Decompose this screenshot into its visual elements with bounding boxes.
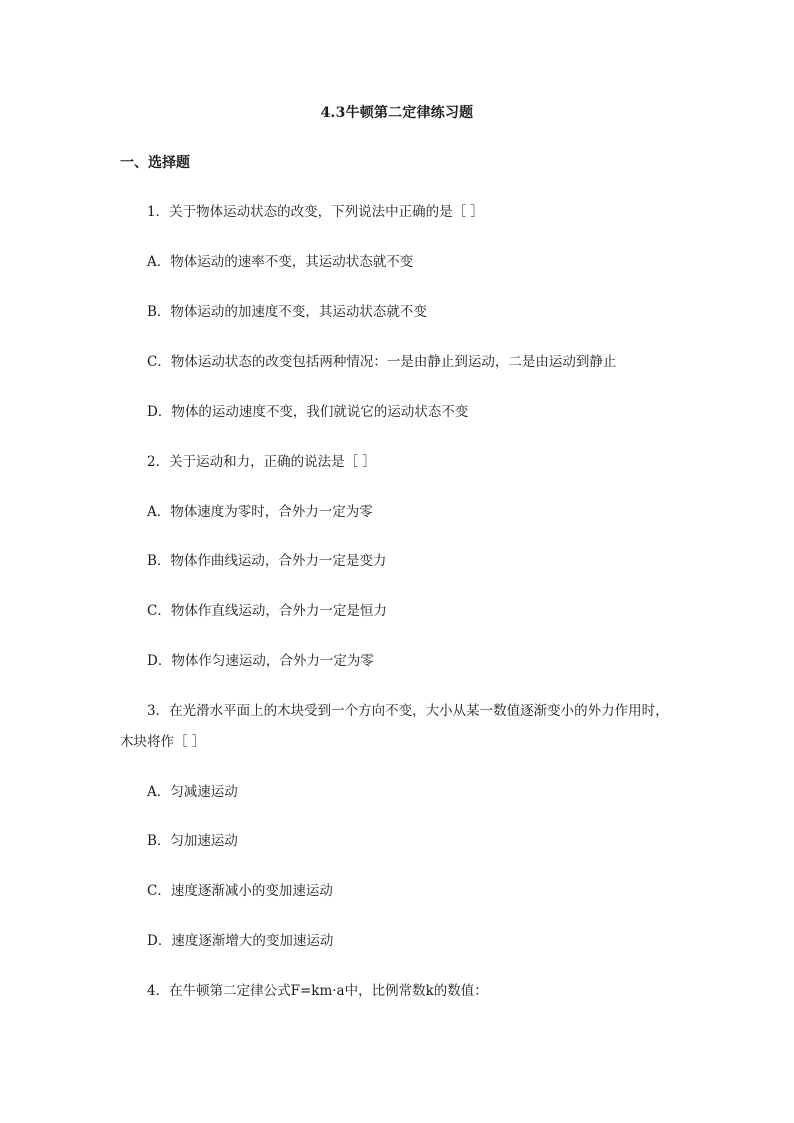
question-3-option-b: B．匀加速运动: [147, 833, 238, 849]
question-1-option-c: C．物体运动状态的改变包括两种情况：一是由静止到运动，二是由运动到静止: [147, 354, 617, 370]
question-1-option-b: B．物体运动的加速度不变，其运动状态就不变: [147, 304, 427, 320]
question-4-stem: 4．在牛顿第二定律公式F=km·a中，比例常数k的数值：: [147, 983, 488, 999]
question-3-option-a: A．匀减速运动: [147, 784, 238, 800]
question-2-option-c: C．物体作直线运动，合外力一定是恒力: [147, 603, 387, 619]
question-3-stem: 3．在光滑水平面上的木块受到一个方向不变，大小从某一数值逐渐变小的外力作用时，: [147, 703, 669, 719]
question-3-option-d: D．速度逐渐增大的变加速运动: [147, 933, 334, 949]
question-2-option-a: A．物体速度为零时，合外力一定为零: [147, 504, 373, 520]
question-2-option-d: D．物体作匀速运动，合外力一定为零: [147, 653, 374, 669]
question-3-option-c: C．速度逐渐减小的变加速运动: [147, 883, 333, 899]
question-1-option-a: A．物体运动的速率不变，其运动状态就不变: [147, 254, 414, 270]
section-heading: 一、选择题: [120, 155, 190, 171]
question-1-option-d: D．物体的运动速度不变，我们就说它的运动状态不变: [147, 404, 469, 420]
question-2-option-b: B．物体作曲线运动，合外力一定是变力: [147, 553, 387, 569]
question-2-stem: 2．关于运动和力，正确的说法是［ ］: [147, 454, 376, 470]
page-title: 4.3牛顿第二定律练习题: [320, 105, 474, 121]
question-3-stem-continuation: 木块将作［ ］: [120, 734, 206, 750]
question-1-stem: 1．关于物体运动状态的改变，下列说法中正确的是［ ］: [147, 204, 484, 220]
